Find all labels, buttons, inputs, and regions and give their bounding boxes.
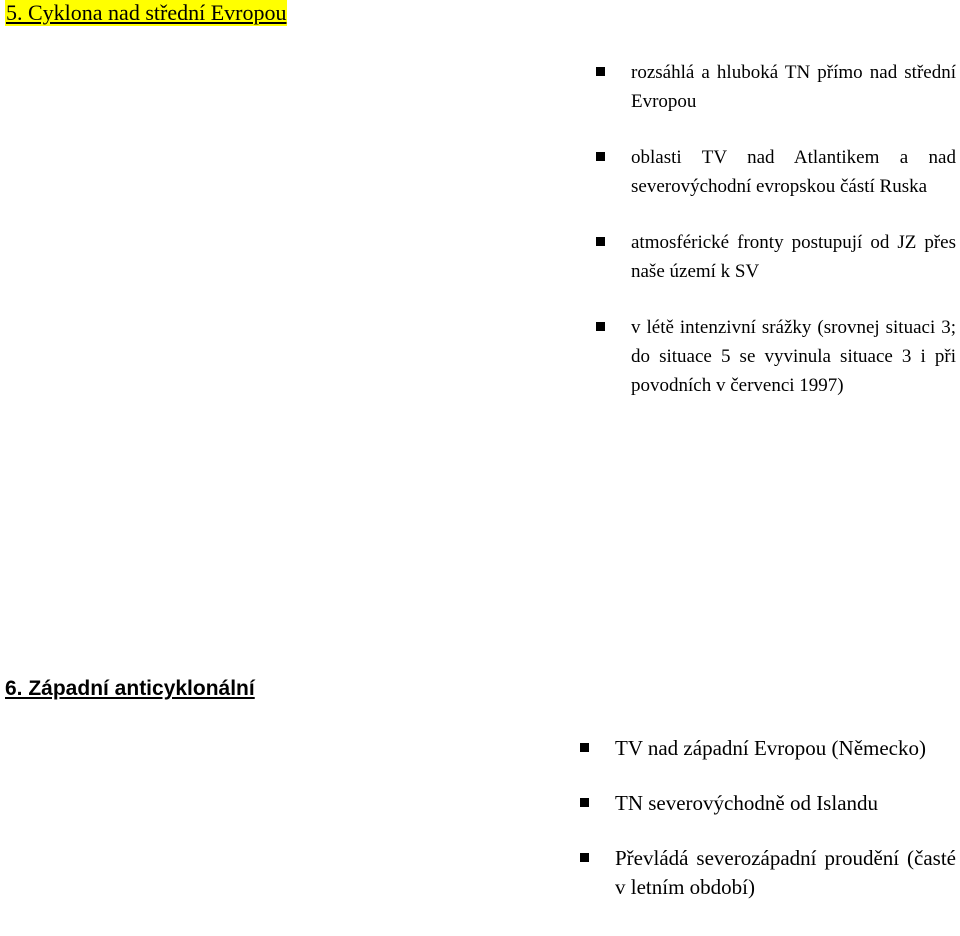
list-item — [596, 228, 956, 286]
list-item — [580, 844, 956, 902]
square-bullet-icon — [596, 322, 605, 331]
list-item-text: v létě intenzivní srážky (srovnej situaci 3; do situace 5 se vyvinula situace 3 i při povodních v červenci 1997) — [631, 317, 956, 396]
list-item — [596, 313, 956, 400]
square-bullet-icon — [580, 743, 589, 752]
list-item-text: oblasti TV nad Atlantikem a nad severovýchodní evropskou částí Ruska — [631, 147, 956, 197]
section-6-list — [580, 734, 956, 928]
square-bullet-icon — [596, 152, 605, 161]
list-item — [580, 789, 956, 818]
square-bullet-icon — [596, 67, 605, 76]
square-bullet-icon — [580, 798, 589, 807]
list-item-text: rozsáhlá a hluboká TN přímo nad střední Evropou — [631, 62, 956, 112]
section-5-heading: 5. Cyklona nad střední Evropou — [6, 0, 287, 25]
list-item — [596, 58, 956, 116]
list-item — [596, 143, 956, 201]
list-item-text: Převládá severozápadní proudění (časté v letním období) — [615, 846, 956, 899]
square-bullet-icon — [580, 853, 589, 862]
section-6-heading: 6. Západní anticyklonální — [5, 677, 255, 700]
list-item-text: TN severovýchodně od Islandu — [615, 791, 879, 815]
list-item — [580, 734, 956, 763]
list-item-text: atmosférické fronty postupují od JZ přes naše území k SV — [631, 232, 956, 282]
square-bullet-icon — [596, 237, 605, 246]
list-item-text: TV nad západní Evropou (Německo) — [615, 736, 927, 760]
section-5-list — [596, 58, 956, 427]
